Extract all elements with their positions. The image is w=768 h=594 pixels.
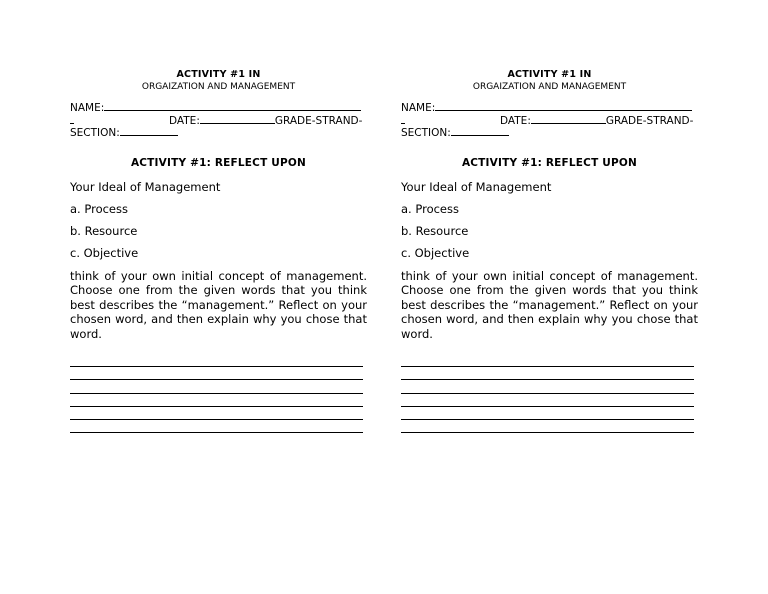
answer-line[interactable] [401,407,694,420]
answer-line[interactable] [70,354,363,367]
name-label: NAME: [401,102,436,114]
ideal-line: Your Ideal of Management [70,179,221,194]
answer-line[interactable] [70,420,363,433]
activity-title: ACTIVITY #1 IN [176,69,261,80]
option-objective: c. Objective [401,245,470,260]
answer-line[interactable] [401,394,694,407]
section-blank[interactable] [451,125,509,136]
date-blank[interactable] [200,113,275,124]
activity-subtitle: ORGAIZATION AND MANAGEMENT [141,82,296,92]
answer-line[interactable] [401,420,694,433]
answer-lines[interactable] [401,354,698,433]
answer-line[interactable] [70,394,363,407]
answer-line[interactable] [401,380,694,393]
answer-line[interactable] [70,367,363,380]
section-label: SECTION: [70,127,120,139]
student-info-fields [401,100,698,138]
date-label: DATE: [169,114,200,127]
name-label: NAME: [70,102,105,114]
grade-strand-label: GRADE-STRAND- [605,114,694,127]
student-info-fields [70,100,367,138]
name-blank[interactable] [435,100,692,111]
activity-sheet-right [401,68,698,433]
ideal-line: Your Ideal of Management [401,179,552,194]
answer-line[interactable] [401,367,694,380]
section-label: SECTION: [401,127,451,139]
option-process: a. Process [401,201,459,216]
activity-heading: ACTIVITY #1: REFLECT UPON [130,156,307,169]
activity-title: ACTIVITY #1 IN [507,69,592,80]
answer-line[interactable] [70,380,363,393]
date-label: DATE: [500,114,531,127]
option-objective: c. Objective [70,245,139,260]
instructions-paragraph: think of your own initial concept of management. Choose one from the given words that you think best describes the “management.” Reflect on your chosen word, and then explain why you chose that word. [401,268,698,341]
answer-line[interactable] [401,354,694,367]
name-blank[interactable] [104,100,361,111]
activity-heading: ACTIVITY #1: REFLECT UPON [461,156,638,169]
instructions-paragraph: think of your own initial concept of management. Choose one from the given words that you think best describes the “management.” Reflect on your chosen word, and then explain why you chose that word. [70,268,367,341]
option-resource: b. Resource [70,223,138,238]
activity-sheet-left [70,68,367,433]
option-resource: b. Resource [401,223,469,238]
answer-line[interactable] [70,407,363,420]
section-blank[interactable] [120,125,178,136]
date-blank[interactable] [531,113,606,124]
grade-strand-label: GRADE-STRAND- [274,114,363,127]
activity-subtitle: ORGAIZATION AND MANAGEMENT [472,82,627,92]
option-process: a. Process [70,201,128,216]
answer-lines[interactable] [70,354,367,433]
